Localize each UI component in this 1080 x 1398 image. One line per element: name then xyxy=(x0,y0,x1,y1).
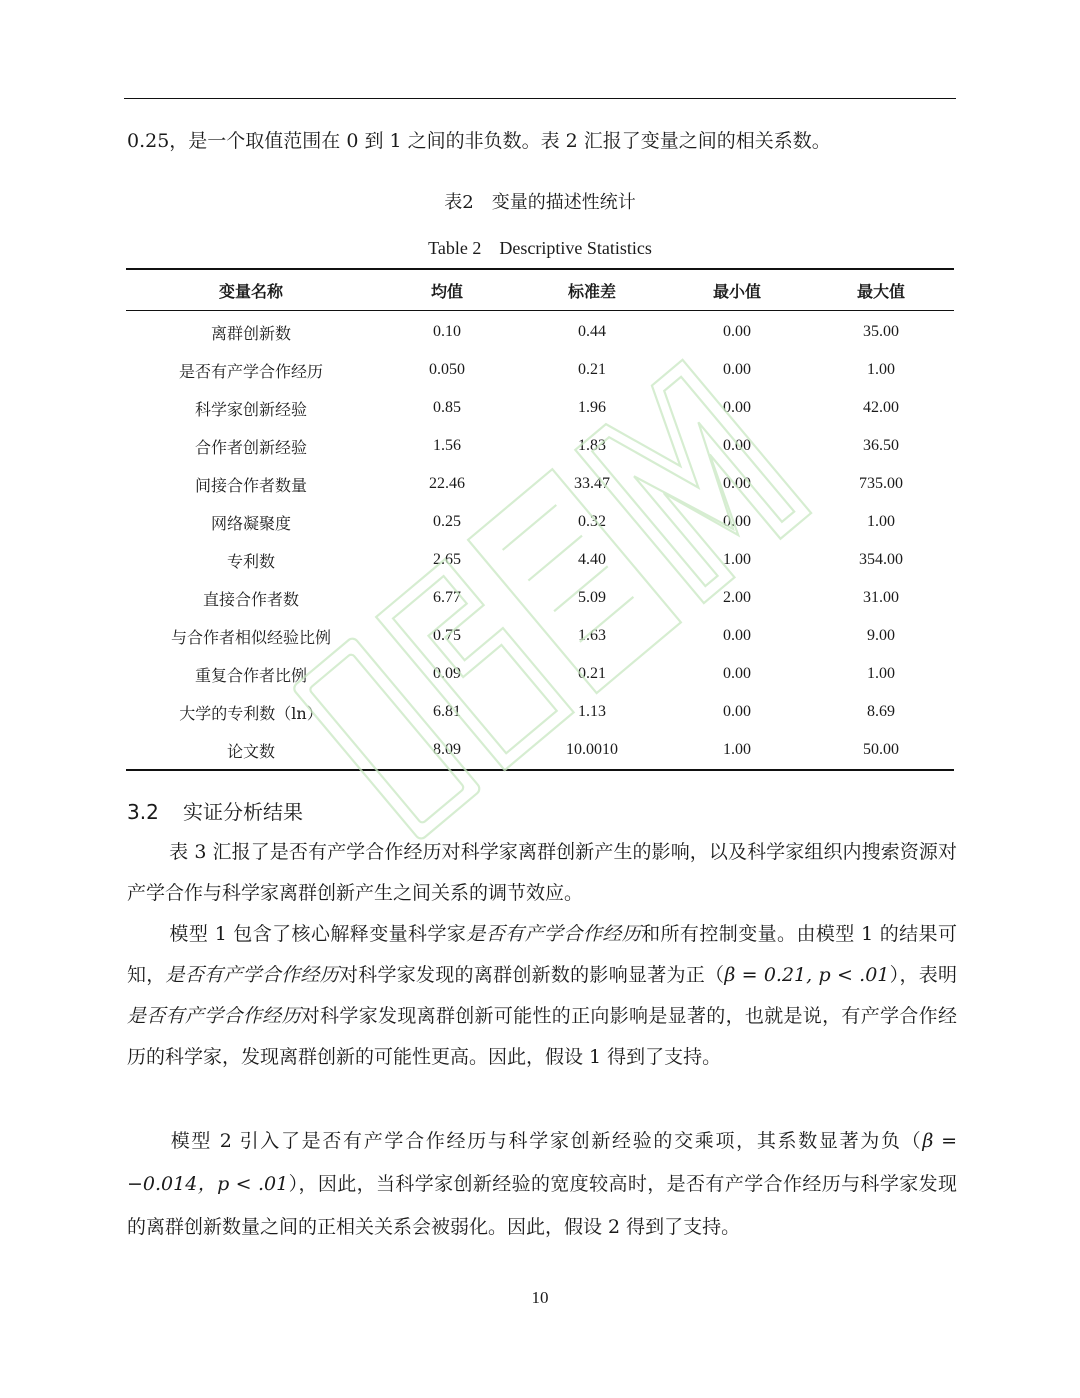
section-number: 3.2 xyxy=(127,800,159,824)
table-row xyxy=(126,655,954,693)
value-cell: 22.46 xyxy=(429,475,465,492)
variable-name-cell: 重复合作者比例 xyxy=(194,665,307,685)
table-row xyxy=(126,731,954,770)
table-row xyxy=(126,389,954,427)
value-cell: 0.00 xyxy=(723,703,751,720)
value-cell: 0.21 xyxy=(578,361,606,378)
variable-name-cell: 合作者创新经验 xyxy=(194,437,307,457)
section-heading xyxy=(127,796,303,825)
value-cell: 0.00 xyxy=(723,627,751,644)
header-rule xyxy=(124,98,956,99)
p2-text-c: 和所有控制变量。由模型 1 的结果可知， xyxy=(127,923,957,986)
paragraph-3 xyxy=(127,1120,957,1249)
value-cell: 2.00 xyxy=(723,589,751,606)
value-cell: 1.13 xyxy=(578,703,606,720)
value-cell: 1.00 xyxy=(867,665,895,682)
column-header: 变量名称 xyxy=(126,269,376,311)
paragraph-1-text: 表 3 汇报了是否有产学合作经历对科学家离群创新产生的影响，以及科学家组织内搜索资源对产学合作与科学家离群创新产生之间关系的调节效应。 xyxy=(127,841,957,904)
value-cell: 735.00 xyxy=(859,475,903,492)
value-cell: 0.21 xyxy=(578,665,606,682)
variable-name-cell: 是否有产学合作经历 xyxy=(178,361,323,381)
column-header: 最大值 xyxy=(808,269,954,311)
value-cell: 1.96 xyxy=(578,399,606,416)
value-cell: 1.00 xyxy=(867,361,895,378)
value-cell: 0.00 xyxy=(723,437,751,454)
table-caption-cn: 表2 变量的描述性统计 xyxy=(444,192,636,213)
table-header-row xyxy=(126,269,954,311)
value-cell: 50.00 xyxy=(863,741,899,758)
value-cell: 1.83 xyxy=(578,437,606,454)
table-row xyxy=(126,541,954,579)
value-cell: 1.00 xyxy=(723,551,751,568)
value-cell: 35.00 xyxy=(863,323,899,340)
value-cell: 0.09 xyxy=(433,665,461,682)
value-cell: 0.00 xyxy=(723,361,751,378)
p2-italic-variable-1: 是否有产学合作经历 xyxy=(466,923,642,945)
variable-name-cell: 大学的专利数（ln） xyxy=(179,703,323,723)
p3-text-a: 模型 2 引入了是否有产学合作经历与科学家创新经验的交乘项，其系数显著为负（ xyxy=(169,1130,923,1152)
table-row xyxy=(126,693,954,731)
value-cell: 33.47 xyxy=(574,475,610,492)
table-row xyxy=(126,427,954,465)
value-cell: 0.00 xyxy=(723,475,751,492)
page-number: 10 xyxy=(531,1288,549,1307)
column-header: 均值 xyxy=(376,269,518,311)
variable-name-cell: 间接合作者数量 xyxy=(194,475,307,495)
paragraph-2 xyxy=(127,914,957,1078)
value-cell: 2.65 xyxy=(433,551,461,568)
p2-italic-variable-3: 是否有产学合作经历 xyxy=(127,1005,301,1027)
value-cell: 42.00 xyxy=(863,399,899,416)
value-cell: 9.00 xyxy=(867,627,895,644)
variable-name-cell: 直接合作者数 xyxy=(202,589,299,609)
p2-text-a: 模型 1 包含了核心解释变量科学家 xyxy=(169,923,467,945)
descriptive-statistics-table xyxy=(126,268,954,771)
variable-name-cell: 专利数 xyxy=(226,551,275,571)
value-cell: 1.56 xyxy=(433,437,461,454)
value-cell: 0.00 xyxy=(723,513,751,530)
p2-text-e: 对科学家发现的离群创新数的影响显著为正（ xyxy=(338,964,725,986)
value-cell: 0.25 xyxy=(433,513,461,530)
table-row xyxy=(126,503,954,541)
table-row xyxy=(126,465,954,503)
value-cell: 354.00 xyxy=(859,551,903,568)
table-row xyxy=(126,579,954,617)
table-caption-en: Table 2 Descriptive Statistics xyxy=(428,238,652,258)
column-header: 标准差 xyxy=(518,269,666,311)
value-cell: 0.75 xyxy=(433,627,461,644)
value-cell: 0.10 xyxy=(433,323,461,340)
paragraph-1 xyxy=(127,832,957,914)
value-cell: 1.63 xyxy=(578,627,606,644)
variable-name-cell: 离群创新数 xyxy=(210,323,291,343)
p2-text-i: 对科学家发现离群创新可能性的正向影响是显著的，也就是说，有产学合作经历的科学家，发现离群创新的可能性更高。因此，假设 1 得到了支持。 xyxy=(127,1005,957,1068)
p2-math-stat: β = 0.21, p < .01 xyxy=(724,964,890,986)
value-cell: 1.00 xyxy=(867,513,895,530)
value-cell: 0.00 xyxy=(723,665,751,682)
p2-italic-variable-2: 是否有产学合作经历 xyxy=(165,964,339,986)
p3-math-stat: β = −0.014，p < .01 xyxy=(127,1130,957,1195)
value-cell: 31.00 xyxy=(863,589,899,606)
variable-name-cell: 科学家创新经验 xyxy=(194,399,307,419)
table-row xyxy=(126,351,954,389)
value-cell: 0.32 xyxy=(578,513,606,530)
value-cell: 0.44 xyxy=(578,323,606,340)
value-cell: 10.0010 xyxy=(566,741,618,758)
value-cell: 36.50 xyxy=(863,437,899,454)
value-cell: 8.09 xyxy=(433,741,461,758)
variable-name-cell: 论文数 xyxy=(226,741,275,761)
table-row xyxy=(126,311,954,352)
variable-name-cell: 网络凝聚度 xyxy=(210,513,291,533)
section-title: 实证分析结果 xyxy=(183,800,303,824)
column-header: 最小值 xyxy=(666,269,808,311)
p3-text-c: ），因此，当科学家创新经验的宽度较高时，是否有产学合作经历与科学家发现的离群创新数量之间的正相关关系会被弱化。因此，假设 2 得到了支持。 xyxy=(127,1173,957,1238)
intro-paragraph: 0.25，是一个取值范围在 0 到 1 之间的非负数。表 2 汇报了变量之间的相关系数。 xyxy=(127,130,831,152)
value-cell: 0.85 xyxy=(433,399,461,416)
value-cell: 0.00 xyxy=(723,323,751,340)
value-cell: 8.69 xyxy=(867,703,895,720)
variable-name-cell: 与合作者相似经验比例 xyxy=(170,627,331,647)
value-cell: 6.81 xyxy=(433,703,461,720)
value-cell: 0.050 xyxy=(429,361,465,378)
value-cell: 6.77 xyxy=(433,589,461,606)
value-cell: 4.40 xyxy=(578,551,606,568)
value-cell: 5.09 xyxy=(578,589,606,606)
table-row xyxy=(126,617,954,655)
value-cell: 0.00 xyxy=(723,399,751,416)
value-cell: 1.00 xyxy=(723,741,751,758)
p2-text-g: ），表明 xyxy=(889,964,957,986)
